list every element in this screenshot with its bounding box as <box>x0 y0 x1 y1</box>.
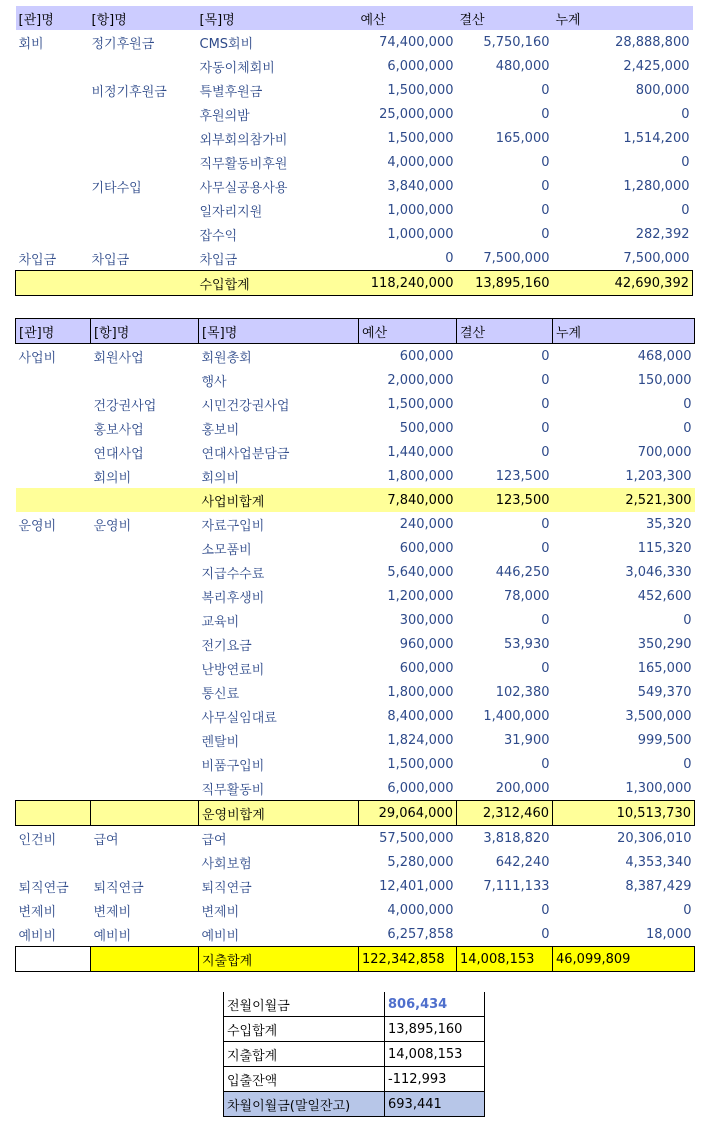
subitem-cell: 퇴직연금 <box>201 880 252 896</box>
table-row <box>16 898 695 922</box>
budget-cell: 122,342,858 <box>359 947 457 972</box>
cumulative-cell: 0 <box>683 612 692 628</box>
settled-cell: 31,900 <box>504 732 550 748</box>
expense-table <box>15 318 695 972</box>
subitem-cell: 행사 <box>201 374 227 390</box>
table-row <box>16 560 695 584</box>
summary-row <box>224 1067 485 1092</box>
cumulative-cell: 1,280,000 <box>623 178 690 194</box>
category-cell <box>16 776 91 801</box>
subitem-cell: 홍보비 <box>201 422 240 438</box>
settled-cell: 0 <box>541 202 550 218</box>
budget-cell: 2,000,000 <box>387 372 454 388</box>
item-cell: 급여 <box>93 832 119 848</box>
cumulative-cell: 10,513,730 <box>553 801 695 826</box>
table-row <box>16 826 695 851</box>
budget-cell: 4,000,000 <box>387 902 454 918</box>
budget-cell: 1,500,000 <box>387 130 454 146</box>
cumulative-cell: 28,888,800 <box>615 34 690 50</box>
budget-cell: 74,400,000 <box>379 34 454 50</box>
cumulative-cell: 999,500 <box>637 732 692 748</box>
category-cell: 변제비 <box>18 904 57 920</box>
subitem-cell: 회의비 <box>201 470 240 486</box>
category-cell <box>16 801 91 826</box>
summary-label: 입출잔액 <box>224 1067 385 1092</box>
summary-value: 14,008,153 <box>385 1042 485 1067</box>
item-cell: 퇴직연금 <box>93 880 144 896</box>
cumulative-cell: 7,500,000 <box>623 250 690 266</box>
item-cell <box>89 54 197 78</box>
table-row <box>16 126 693 150</box>
item-cell <box>91 704 199 728</box>
category-cell <box>16 947 91 972</box>
budget-cell: 예산 <box>357 6 457 30</box>
item-cell: 홍보사업 <box>93 422 144 438</box>
item-cell <box>91 488 199 512</box>
budget-cell: 5,640,000 <box>387 564 454 580</box>
settled-cell: 200,000 <box>495 780 550 796</box>
settled-cell: 결산 <box>457 319 553 344</box>
settled-cell: 3,818,820 <box>483 830 550 846</box>
subitem-cell: 소모품비 <box>201 542 252 558</box>
cumulative-cell: 165,000 <box>637 660 692 676</box>
table-row <box>16 656 695 680</box>
table-row <box>16 584 695 608</box>
table-row <box>16 536 695 560</box>
budget-cell: 1,500,000 <box>387 82 454 98</box>
category-cell <box>16 416 91 440</box>
budget-cell: 예산 <box>359 319 457 344</box>
cumulative-cell: 0 <box>683 396 692 412</box>
summary-value: -112,993 <box>385 1067 485 1092</box>
item-cell <box>91 728 199 752</box>
category-cell: 회비 <box>18 36 44 52</box>
category-cell <box>16 584 91 608</box>
subitem-cell: 특별후원금 <box>199 84 263 100</box>
summary-value: 13,895,160 <box>385 1017 485 1042</box>
cumulative-cell: 누계 <box>553 6 693 30</box>
settled-cell: 결산 <box>457 6 553 30</box>
item-cell <box>91 560 199 584</box>
settled-cell: 0 <box>541 540 550 556</box>
budget-cell: 1,800,000 <box>387 684 454 700</box>
item-cell: 변제비 <box>93 904 132 920</box>
settled-cell: 123,500 <box>457 488 553 512</box>
settled-cell: 102,380 <box>495 684 550 700</box>
budget-cell: 1,824,000 <box>387 732 454 748</box>
summary-value: 693,441 <box>385 1092 485 1117</box>
item-cell <box>89 198 197 222</box>
category-cell <box>16 656 91 680</box>
item-cell: 회의비 <box>93 470 132 486</box>
cumulative-cell: 누계 <box>553 319 695 344</box>
table-row <box>16 874 695 898</box>
subitem-cell: 직무활동비후원 <box>199 156 288 172</box>
subitem-cell: 후원의밤 <box>199 108 250 124</box>
budget-cell: 600,000 <box>399 660 454 676</box>
subitem-cell: 일자리지원 <box>199 204 263 220</box>
item-cell: 예비비 <box>93 928 132 944</box>
category-cell <box>16 704 91 728</box>
item-cell: 기타수입 <box>91 180 142 196</box>
item-cell <box>89 271 197 296</box>
summary-row <box>224 1092 485 1117</box>
subitem-cell: 차입금 <box>199 252 238 268</box>
table-row <box>16 344 695 369</box>
budget-cell: 1,500,000 <box>387 756 454 772</box>
cumulative-cell: 150,000 <box>637 372 692 388</box>
cumulative-cell: 468,000 <box>637 348 692 364</box>
budget-cell: 1,800,000 <box>387 468 454 484</box>
budget-cell: 8,400,000 <box>387 708 454 724</box>
item-cell <box>89 126 197 150</box>
table-row <box>16 78 693 102</box>
table-row <box>16 922 695 947</box>
cumulative-cell: 549,370 <box>637 684 692 700</box>
category-cell <box>16 150 89 174</box>
cumulative-cell: 1,203,300 <box>625 468 692 484</box>
category-cell <box>16 752 91 776</box>
item-cell: 건강권사업 <box>93 398 157 414</box>
table-row <box>16 392 695 416</box>
category-cell <box>16 440 91 464</box>
table-row <box>16 608 695 632</box>
subitem-cell: 복리후생비 <box>201 590 265 606</box>
subitem-cell: 변제비 <box>201 904 240 920</box>
table-row <box>16 150 693 174</box>
cumulative-cell: 1,300,000 <box>625 780 692 796</box>
budget-cell: 3,840,000 <box>387 178 454 194</box>
subitem-cell: 사회보험 <box>201 856 252 872</box>
subitem-cell: 비품구입비 <box>201 758 265 774</box>
summary-label: 수입합계 <box>224 1017 385 1042</box>
budget-cell: 7,840,000 <box>359 488 457 512</box>
budget-cell: 57,500,000 <box>379 830 454 846</box>
item-cell: 연대사업 <box>93 446 144 462</box>
cumulative-cell: 800,000 <box>635 82 690 98</box>
table-row <box>16 680 695 704</box>
budget-cell: 240,000 <box>399 516 454 532</box>
budget-cell: 12,401,000 <box>379 878 454 894</box>
table-row <box>16 440 695 464</box>
category-cell <box>16 198 89 222</box>
item-cell <box>91 776 199 801</box>
budget-cell: 4,000,000 <box>387 154 454 170</box>
table-row <box>16 102 693 126</box>
cumulative-cell: 42,690,392 <box>553 271 693 296</box>
subitem-cell: 예비비 <box>201 928 240 944</box>
table-row <box>16 368 695 392</box>
settled-cell: 5,750,160 <box>483 34 550 50</box>
settled-cell: 642,240 <box>495 854 550 870</box>
settled-cell: 123,500 <box>495 468 550 484</box>
subitem-cell: 렌탈비 <box>201 734 240 750</box>
table-row <box>16 54 693 78</box>
cumulative-cell: 2,521,300 <box>553 488 695 512</box>
subitem-cell: 난방연료비 <box>201 662 265 678</box>
category-cell <box>16 632 91 656</box>
budget-cell: 0 <box>445 250 454 266</box>
item-cell <box>91 947 199 972</box>
subtotal-row <box>16 801 695 826</box>
subitem-cell: 직무활동비 <box>201 782 265 798</box>
item-cell <box>91 584 199 608</box>
category-cell <box>16 536 91 560</box>
settled-cell: 0 <box>541 612 550 628</box>
expense-total-row <box>16 947 695 972</box>
category-cell <box>16 222 89 246</box>
budget-cell: 6,000,000 <box>387 58 454 74</box>
settled-cell: 78,000 <box>504 588 550 604</box>
item-cell: [항]명 <box>91 319 199 344</box>
settled-cell: 0 <box>541 82 550 98</box>
settled-cell: 0 <box>541 178 550 194</box>
cumulative-cell: 3,500,000 <box>625 708 692 724</box>
subitem-cell: 지출합계 <box>199 947 359 972</box>
category-cell: [관]명 <box>16 6 89 30</box>
item-cell <box>91 632 199 656</box>
category-cell <box>16 680 91 704</box>
category-cell <box>16 174 89 198</box>
item-cell <box>89 222 197 246</box>
income-total-row <box>16 271 693 296</box>
settled-cell: 0 <box>541 926 550 942</box>
settled-cell: 0 <box>541 420 550 436</box>
summary-row <box>224 1042 485 1067</box>
cumulative-cell: 0 <box>681 106 690 122</box>
budget-cell: 600,000 <box>399 540 454 556</box>
settled-cell: 0 <box>541 756 550 772</box>
cumulative-cell: 0 <box>683 756 692 772</box>
subitem-cell: 통신료 <box>201 686 240 702</box>
category-cell <box>16 78 89 102</box>
cumulative-cell: 115,320 <box>637 540 692 556</box>
cumulative-cell: 0 <box>681 154 690 170</box>
item-cell: 회원사업 <box>93 350 144 366</box>
cumulative-cell: 20,306,010 <box>617 830 692 846</box>
summary-label: 지출합계 <box>224 1042 385 1067</box>
item-cell: [항]명 <box>89 6 197 30</box>
budget-cell: 5,280,000 <box>387 854 454 870</box>
settled-cell: 0 <box>541 154 550 170</box>
category-cell <box>16 850 91 874</box>
cumulative-cell: 1,514,200 <box>623 130 690 146</box>
item-cell <box>91 608 199 632</box>
cumulative-cell: 3,046,330 <box>625 564 692 580</box>
table-row <box>16 728 695 752</box>
budget-cell: 29,064,000 <box>359 801 457 826</box>
category-cell <box>16 608 91 632</box>
subitem-cell: 급여 <box>201 832 227 848</box>
subtotal-row <box>16 488 695 512</box>
table-row <box>16 30 693 54</box>
budget-cell: 600,000 <box>399 348 454 364</box>
table-row <box>16 850 695 874</box>
category-cell: 사업비 <box>18 350 57 366</box>
cumulative-cell: 282,392 <box>635 226 690 242</box>
category-cell <box>16 392 91 416</box>
table-row <box>16 632 695 656</box>
budget-cell: 118,240,000 <box>357 271 457 296</box>
summary-label: 전월이월금 <box>224 992 385 1017</box>
subitem-cell: [목]명 <box>199 319 359 344</box>
cumulative-cell: 46,099,809 <box>553 947 695 972</box>
settled-cell: 0 <box>541 444 550 460</box>
settled-cell: 0 <box>541 516 550 532</box>
cumulative-cell: 700,000 <box>637 444 692 460</box>
settled-cell: 0 <box>541 226 550 242</box>
subitem-cell: 교육비 <box>201 614 240 630</box>
category-cell <box>16 271 89 296</box>
budget-cell: 1,200,000 <box>387 588 454 604</box>
settled-cell: 480,000 <box>495 58 550 74</box>
table-row <box>16 704 695 728</box>
budget-cell: 1,500,000 <box>387 396 454 412</box>
cumulative-cell: 8,387,429 <box>625 878 692 894</box>
budget-cell: 6,257,858 <box>387 926 454 942</box>
subitem-cell: 잡수익 <box>199 228 238 244</box>
category-cell <box>16 728 91 752</box>
settled-cell: 0 <box>541 348 550 364</box>
settled-cell: 1,400,000 <box>483 708 550 724</box>
cumulative-cell: 452,600 <box>637 588 692 604</box>
budget-cell: 1,440,000 <box>387 444 454 460</box>
category-cell: 예비비 <box>18 928 57 944</box>
settled-cell: 2,312,460 <box>457 801 553 826</box>
settled-cell: 13,895,160 <box>457 271 553 296</box>
subitem-cell: 외부회의참가비 <box>199 132 288 148</box>
header-row <box>16 6 693 30</box>
category-cell <box>16 126 89 150</box>
category-cell: 운영비 <box>18 518 57 534</box>
cumulative-cell: 18,000 <box>646 926 692 942</box>
cumulative-cell: 0 <box>681 202 690 218</box>
settled-cell: 446,250 <box>495 564 550 580</box>
item-cell <box>91 368 199 392</box>
item-cell: 차입금 <box>91 252 130 268</box>
budget-cell: 1,000,000 <box>387 202 454 218</box>
category-cell: 차입금 <box>18 252 57 268</box>
item-cell: 비정기후원금 <box>91 84 167 100</box>
settled-cell: 165,000 <box>495 130 550 146</box>
budget-cell: 1,000,000 <box>387 226 454 242</box>
item-cell <box>89 150 197 174</box>
category-cell <box>16 54 89 78</box>
item-cell: 정기후원금 <box>91 36 155 52</box>
settled-cell: 0 <box>541 106 550 122</box>
cumulative-cell: 0 <box>683 420 692 436</box>
subitem-cell: 지급수수료 <box>201 566 265 582</box>
cumulative-cell: 4,353,340 <box>625 854 692 870</box>
table-row <box>16 776 695 801</box>
category-cell: [관]명 <box>16 319 91 344</box>
summary-value: 806,434 <box>385 992 485 1017</box>
header-row <box>16 319 695 344</box>
settled-cell: 7,111,133 <box>483 878 550 894</box>
subitem-cell: 전기요금 <box>201 638 252 654</box>
table-row <box>16 464 695 488</box>
settled-cell: 0 <box>541 902 550 918</box>
subitem-cell: CMS회비 <box>199 36 254 52</box>
subitem-cell: 연대사업분담금 <box>201 446 290 462</box>
settled-cell: 0 <box>541 372 550 388</box>
budget-cell: 960,000 <box>399 636 454 652</box>
item-cell <box>91 850 199 874</box>
category-cell <box>16 560 91 584</box>
table-row <box>16 512 695 536</box>
subitem-cell: 자동이체회비 <box>199 60 275 76</box>
item-cell <box>91 801 199 826</box>
cumulative-cell: 0 <box>683 902 692 918</box>
income-table <box>15 6 693 296</box>
summary-row <box>224 1017 485 1042</box>
summary-label: 차월이월금(말일잔고) <box>224 1092 385 1117</box>
table-row <box>16 198 693 222</box>
cumulative-cell: 350,290 <box>637 636 692 652</box>
item-cell <box>91 752 199 776</box>
budget-cell: 6,000,000 <box>387 780 454 796</box>
category-cell: 퇴직연금 <box>18 880 69 896</box>
table-row <box>16 174 693 198</box>
subitem-cell: 자료구입비 <box>201 518 265 534</box>
cumulative-cell: 2,425,000 <box>623 58 690 74</box>
table-row <box>16 222 693 246</box>
item-cell <box>91 656 199 680</box>
category-cell <box>16 102 89 126</box>
category-cell <box>16 464 91 488</box>
subitem-cell: 운영비합계 <box>199 801 359 826</box>
subitem-cell: 회원총회 <box>201 350 252 366</box>
settled-cell: 14,008,153 <box>457 947 553 972</box>
cumulative-cell: 35,320 <box>646 516 692 532</box>
subitem-cell: 사업비합계 <box>199 488 359 512</box>
settled-cell: 0 <box>541 660 550 676</box>
item-cell <box>91 680 199 704</box>
summary-row <box>224 992 485 1017</box>
subitem-cell: 수입합계 <box>197 271 357 296</box>
budget-cell: 500,000 <box>399 420 454 436</box>
subitem-cell: 사무실임대료 <box>201 710 277 726</box>
balance-summary-table <box>223 992 485 1117</box>
item-cell: 운영비 <box>93 518 132 534</box>
category-cell: 인건비 <box>18 832 57 848</box>
budget-cell: 300,000 <box>399 612 454 628</box>
subitem-cell: 사무실공용사용 <box>199 180 288 196</box>
table-row <box>16 246 693 271</box>
subitem-cell: 시민건강권사업 <box>201 398 290 414</box>
category-cell <box>16 488 91 512</box>
settled-cell: 53,930 <box>504 636 550 652</box>
table-row <box>16 416 695 440</box>
item-cell <box>89 102 197 126</box>
category-cell <box>16 368 91 392</box>
subitem-cell: [목]명 <box>197 6 357 30</box>
settled-cell: 7,500,000 <box>483 250 550 266</box>
settled-cell: 0 <box>541 396 550 412</box>
item-cell <box>91 536 199 560</box>
budget-cell: 25,000,000 <box>379 106 454 122</box>
table-row <box>16 752 695 776</box>
